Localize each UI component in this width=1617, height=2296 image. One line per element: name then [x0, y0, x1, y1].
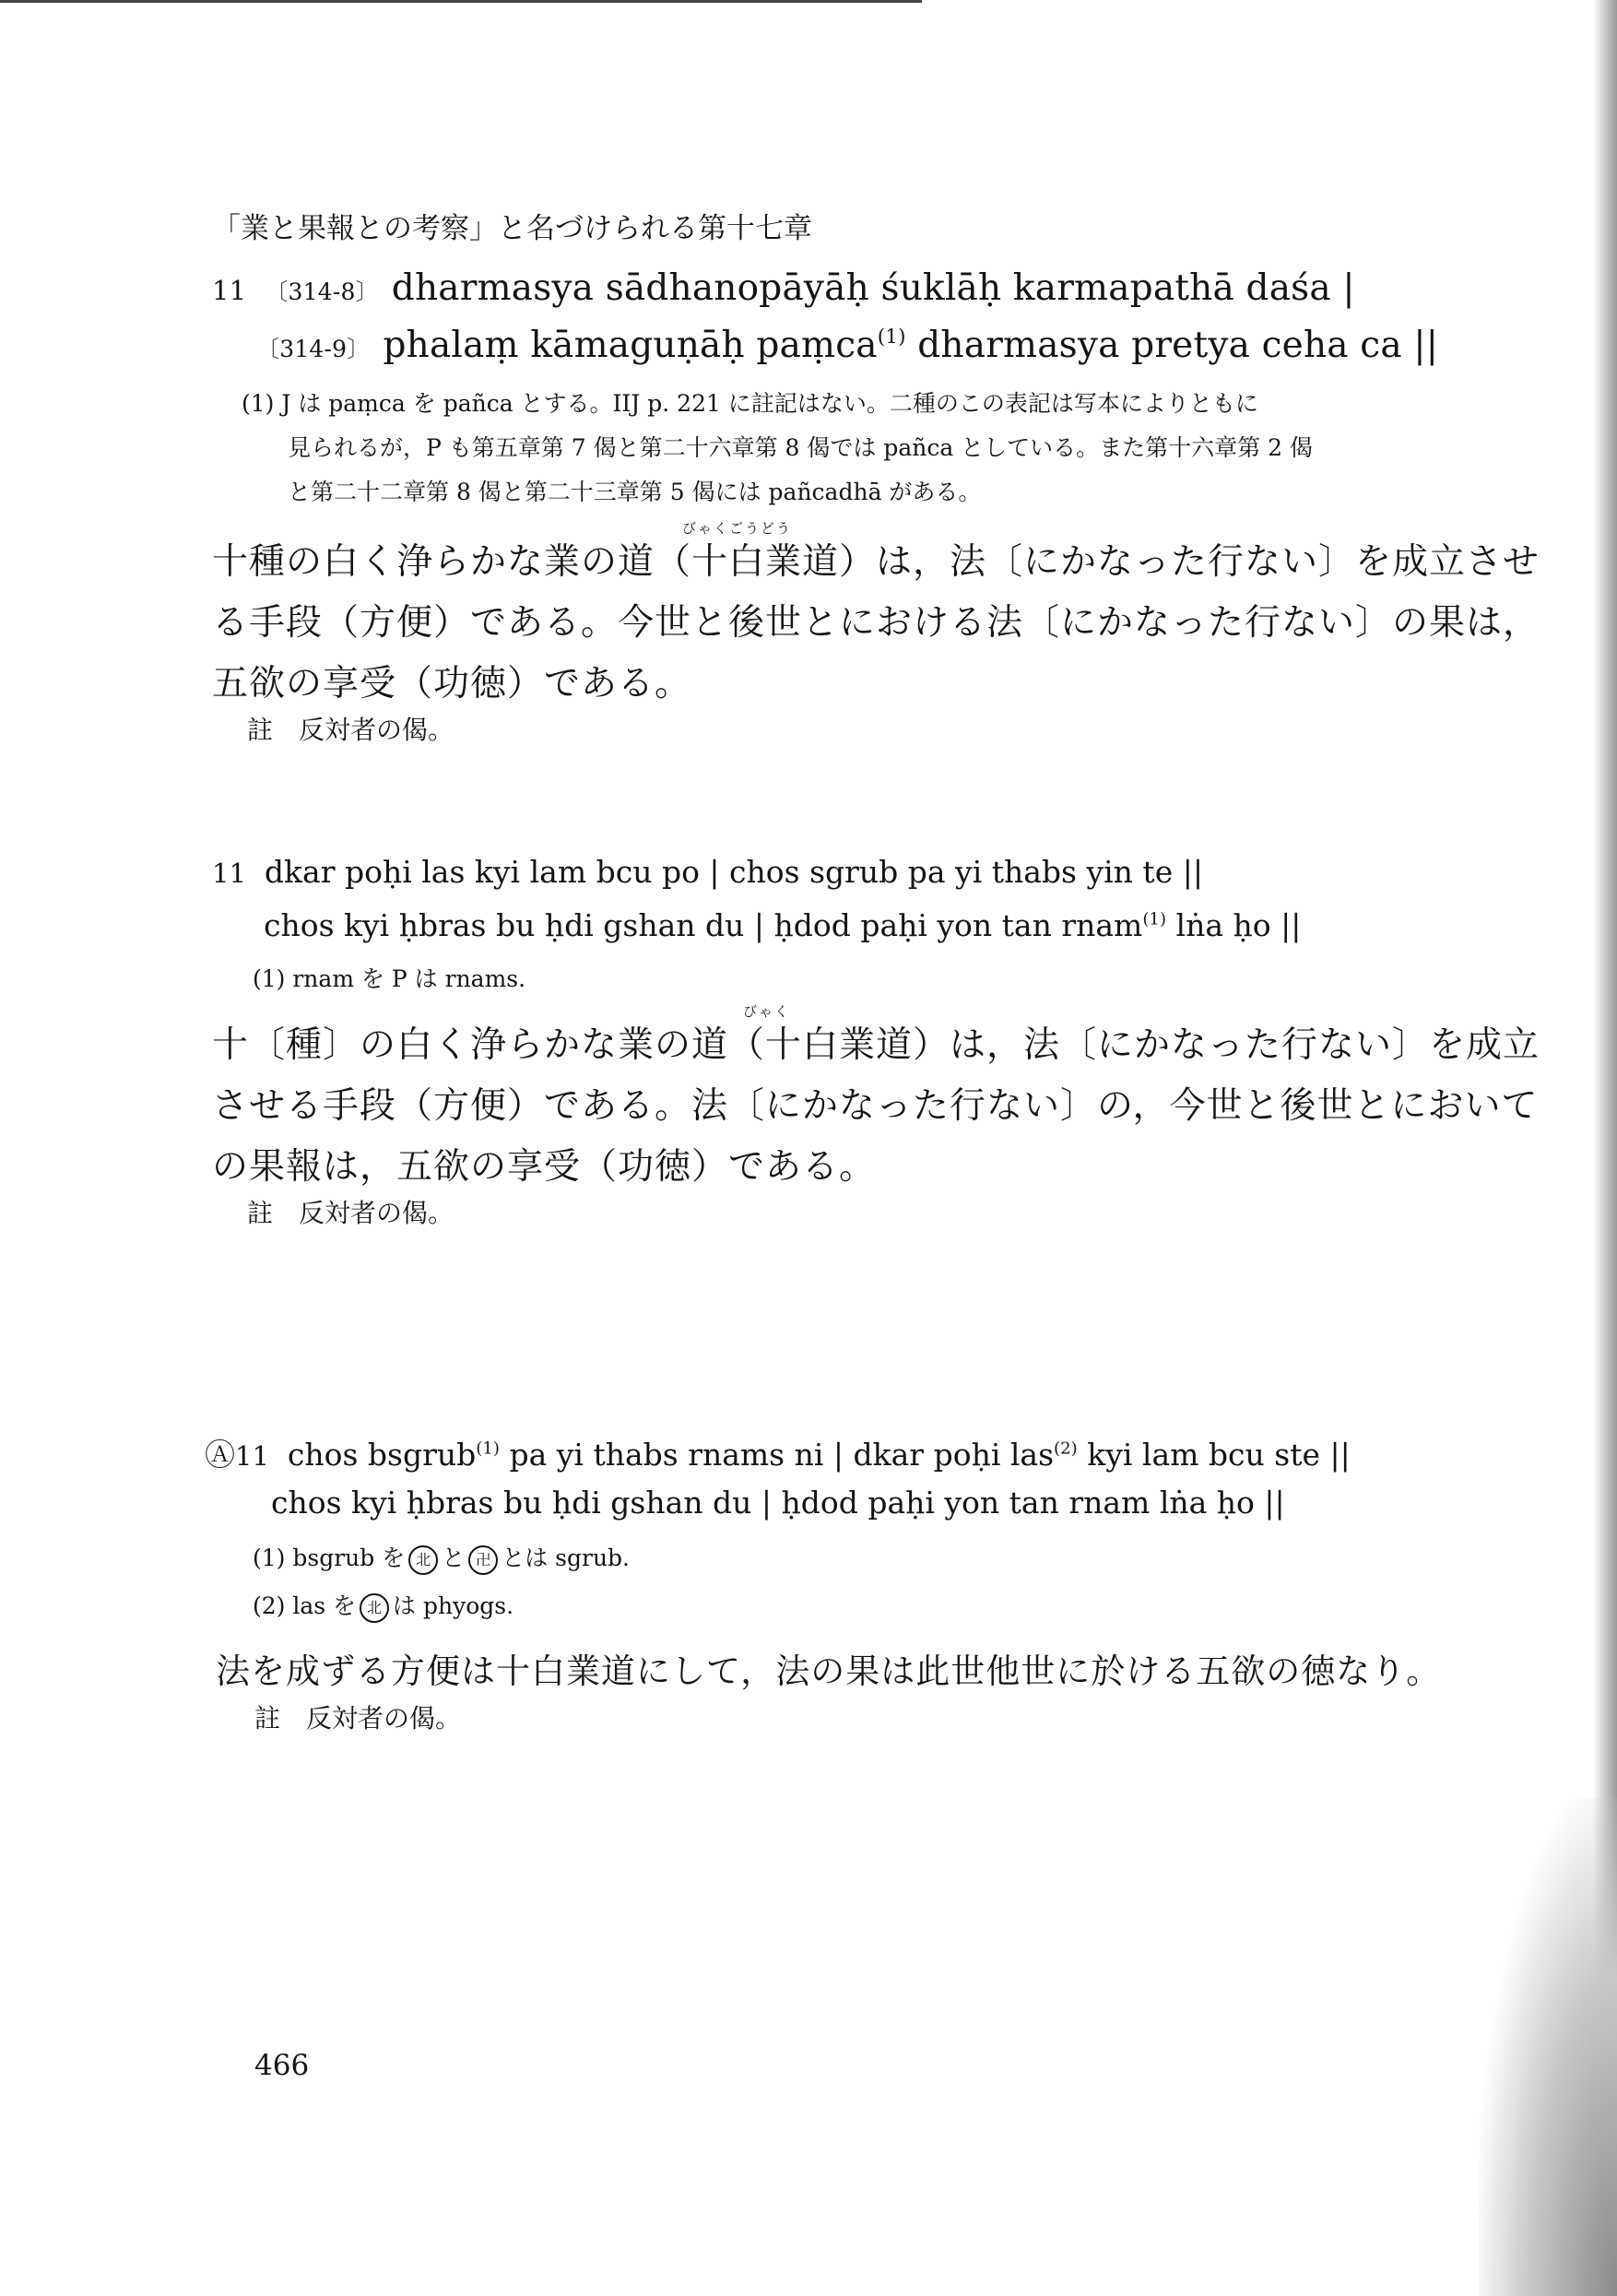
- footnote-line: 見られるが，P も第五章第 7 偈と第二十六章第 8 偈では pañca としている。また第十六章第 2 偈: [288, 434, 1313, 461]
- verse-text: dharmasya sādhanopāyāḥ śuklāḥ karmapathā daśa |: [391, 267, 1355, 309]
- page-number: 466: [254, 2049, 310, 2082]
- translation-line: 法を成ずる方便は十白業道にして，法の果は此世他世に於ける五欲の徳なり。: [216, 1651, 1442, 1691]
- commentary-note: 註 反対者の偈。: [247, 715, 454, 745]
- commentary-note: 註 反対者の偈。: [247, 1198, 454, 1228]
- verse-number: 11: [235, 1440, 269, 1472]
- translation-line: 五欲の享受（功徳）である。: [212, 663, 692, 704]
- sanskrit-verse-line-1: [212, 267, 1355, 309]
- translation-line: の果報は，五欲の享受（功徳）である。: [212, 1146, 877, 1188]
- footnote-mark: (1): [476, 1438, 500, 1459]
- translation-line: 十〔種〕の白く浄らかな業の道（十白業道）は，法〔にかなった行ない〕を成立: [212, 1024, 1540, 1066]
- commentary-verse-line-2: chos kyi ḥbras bu ḥdi gshan du | ḥdod paḥi yon tan rnam lṅa ḥo ||: [271, 1485, 1285, 1521]
- footnote-mark: (1): [877, 325, 906, 349]
- source-marker: Ⓐ: [205, 1437, 235, 1473]
- commentary-note: 註 反対者の偈。: [254, 1703, 462, 1734]
- footnote-line: (1) J は paṃca を pañca とする。IIJ p. 221 に註記はない。二種のこの表記は写本によりともに: [242, 390, 1258, 417]
- sanskrit-verse-line-2: [256, 325, 1438, 366]
- tibetan-verse-line-2: [264, 907, 1301, 943]
- verse-text: lṅa ḥo ||: [1166, 907, 1302, 943]
- translation-line: させる手段（方便）である。法〔にかなった行ない〕の，今世と後世とにおいて: [212, 1085, 1539, 1127]
- circled-siglum: 北: [360, 1593, 389, 1623]
- footnote-line: (1) bsgrub を 北 と 卍 とは sgrub.: [253, 1540, 630, 1575]
- footnote-mark: (2): [1054, 1438, 1078, 1459]
- scan-top-rule: [0, 0, 922, 3]
- translation-line: 十種の白く浄らかな業の道（十白業道）は，法〔にかなった行ない〕を成立させ: [212, 541, 1540, 583]
- page-ref: 〔314-9〕: [256, 336, 371, 362]
- circled-siglum: 北: [408, 1545, 438, 1575]
- footnote-mark: (1): [1142, 909, 1167, 929]
- running-head: 「業と果報との考察」と名づけられる第十七章: [212, 212, 812, 245]
- verse-text: chos kyi ḥbras bu ḥdi gshan du | ḥdod paḥi yon tan rnam: [264, 907, 1143, 943]
- footnote-line: と第二十二章第 8 偈と第二十三章第 5 偈には pañcadhā がある。: [288, 479, 982, 505]
- ruby-gloss: びゃく: [743, 1003, 791, 1020]
- verse-text: dkar poḥi las kyi lam bcu po | chos sgrub pa yi thabs yin te ||: [264, 854, 1203, 890]
- scan-corner-shadow: [1479, 1798, 1617, 2296]
- commentary-verse-line-1: [205, 1431, 1351, 1474]
- verse-text: kyi lam bcu ste ||: [1077, 1437, 1351, 1473]
- verse-number: 11: [212, 858, 246, 889]
- tibetan-verse-line-1: [212, 854, 1203, 890]
- verse-text: pa yi thabs rnams ni | dkar poḥi las: [499, 1437, 1055, 1473]
- circled-siglum: 卍: [468, 1545, 498, 1575]
- translation-line: る手段（方便）である。今世と後世とにおける法〔にかなった行ない〕の果は，: [212, 602, 1540, 644]
- verse-text: chos bsgrub: [287, 1437, 477, 1473]
- footnote-line: (2) las を 北 は phyogs.: [253, 1588, 513, 1623]
- ruby-gloss: びゃくごうどう: [682, 520, 793, 537]
- verse-text: dharmasya pretya ceha ca ||: [905, 325, 1439, 366]
- page-ref: 〔314-8〕: [265, 278, 379, 305]
- footnote-line: (1) rnam を P は rnams.: [253, 965, 526, 992]
- verse-number: 11: [212, 275, 247, 306]
- verse-text: phalaṃ kāmaguṇāḥ paṃca: [383, 325, 878, 366]
